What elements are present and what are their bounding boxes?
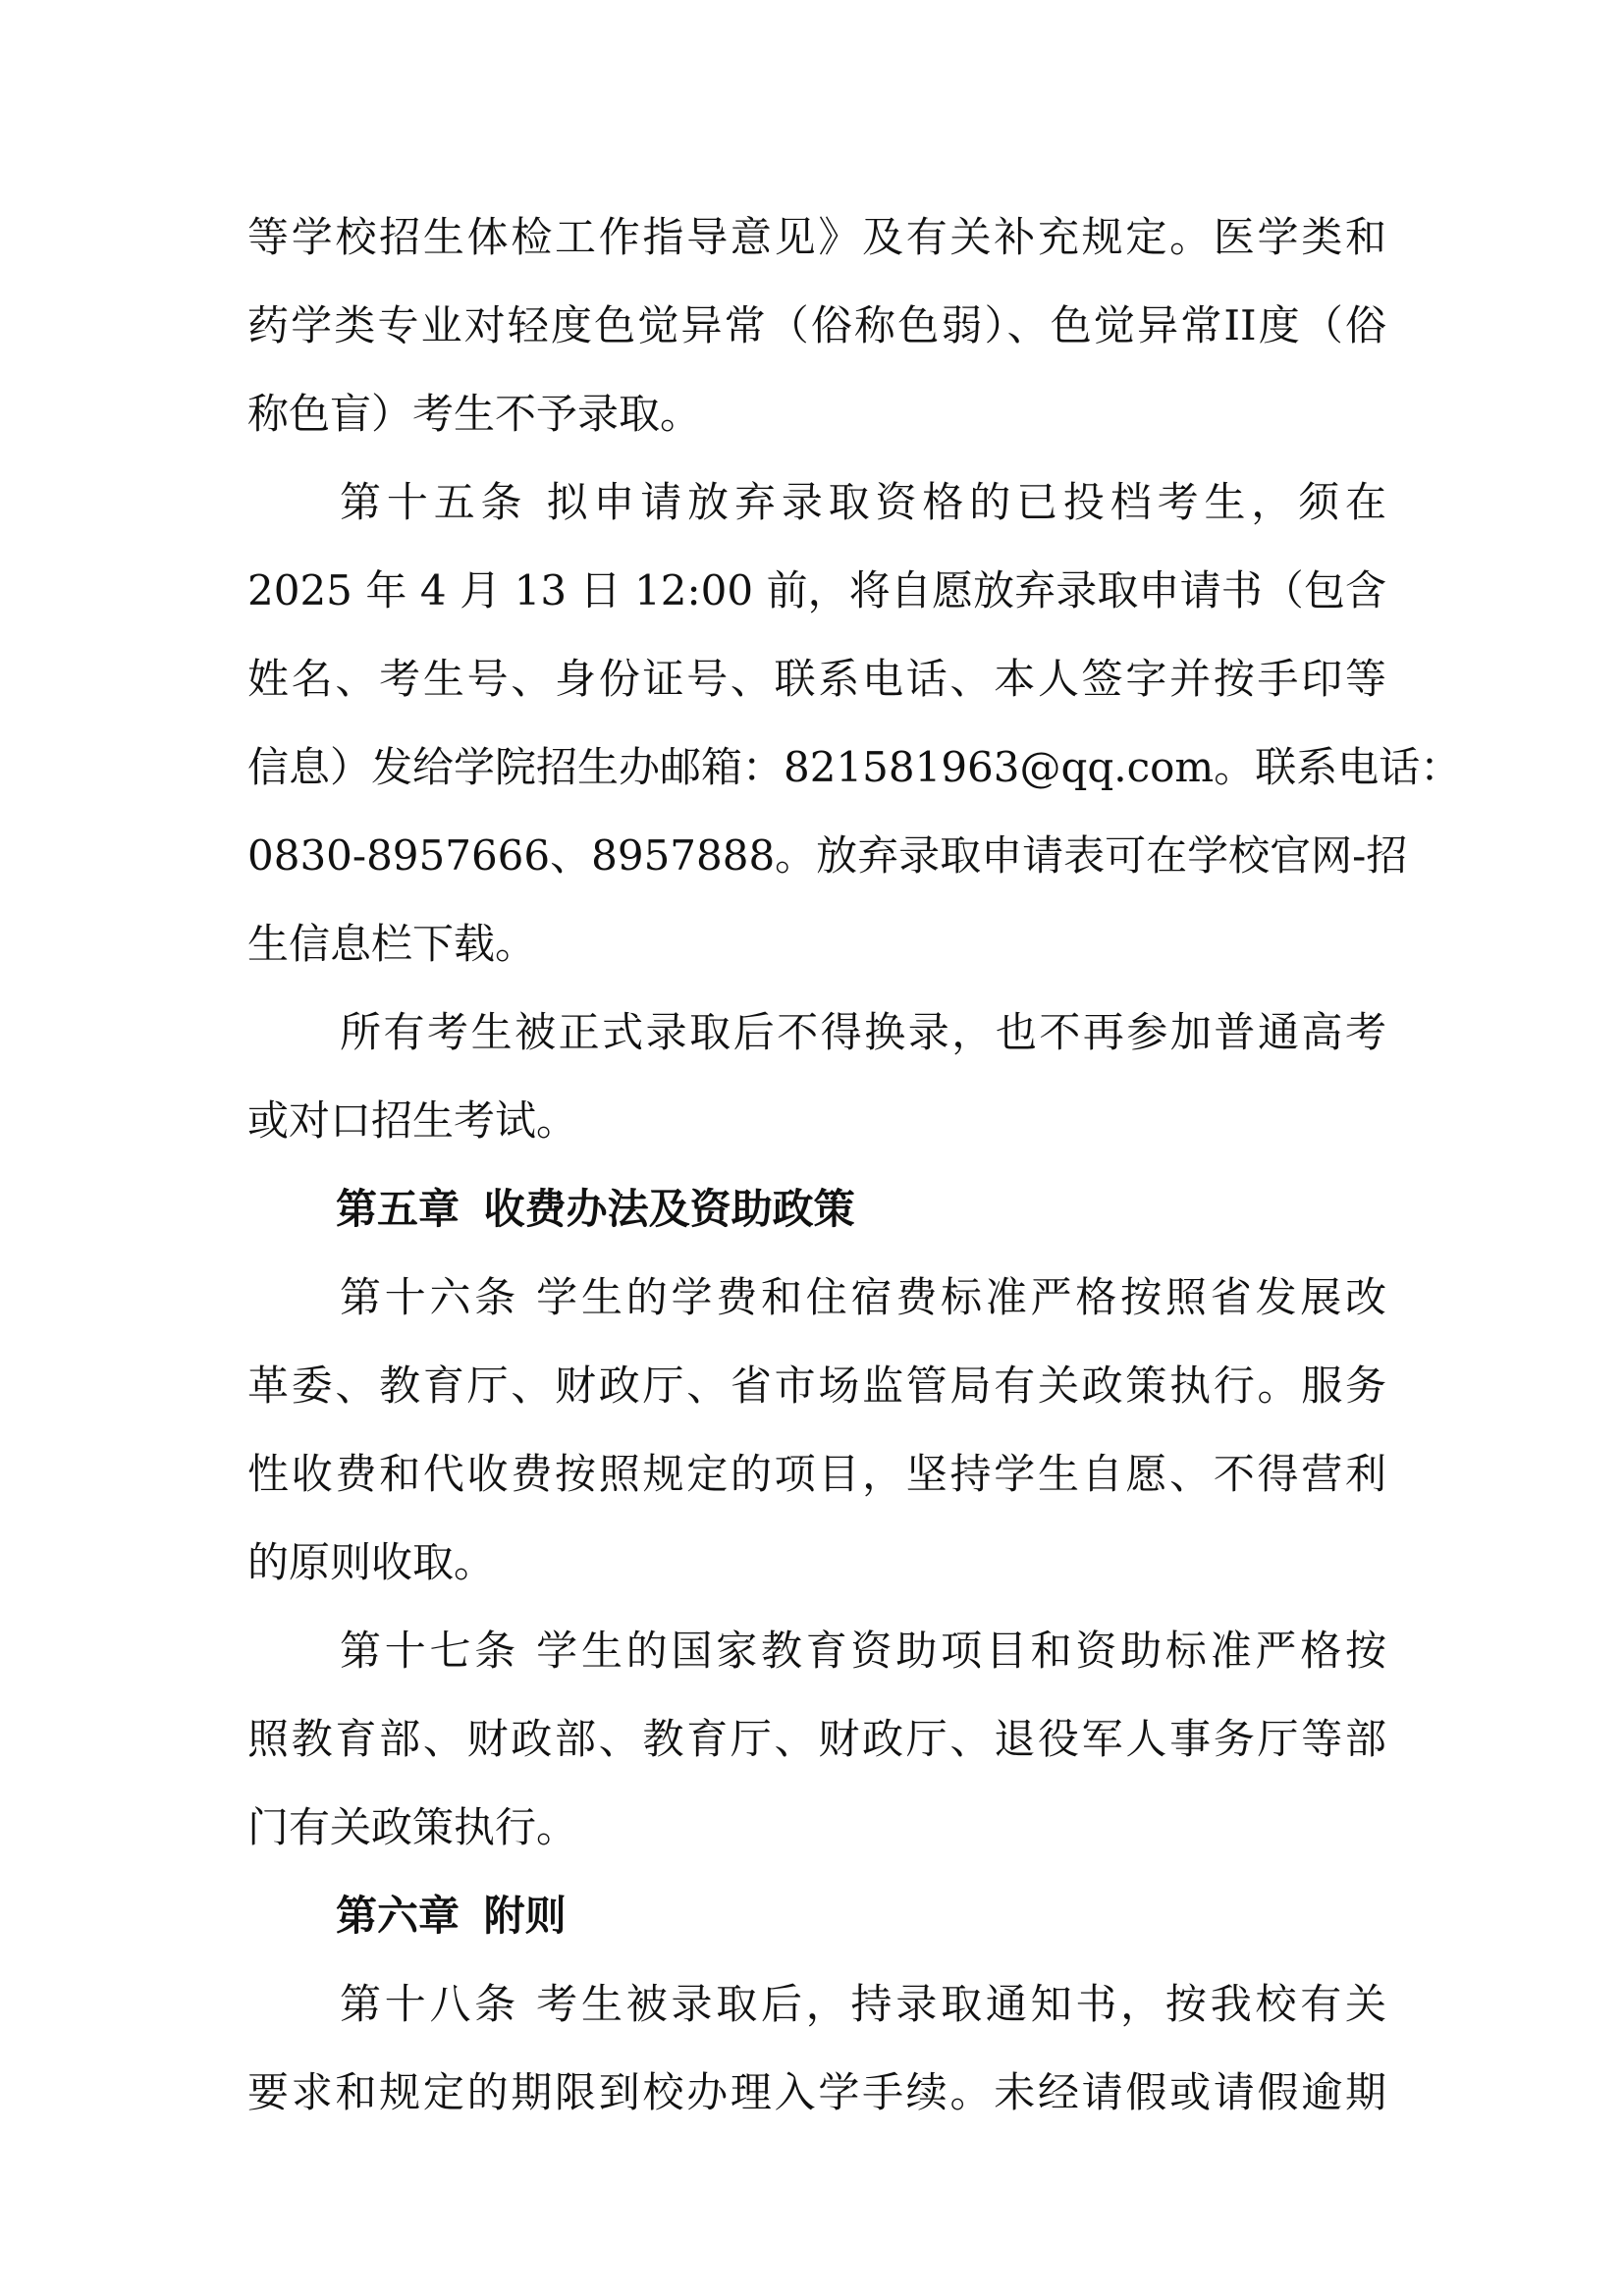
chapter-5-heading: 第五章 收费办法及资助政策 xyxy=(336,1185,855,1233)
email-line: 信息）发给学院招生办邮箱：821581963@qq.com。联系电话： xyxy=(247,743,1462,791)
body-text-line: 姓名、考生号、身份证号、联系电话、本人签字并按手印等 xyxy=(247,655,1386,703)
body-text-line: 性收费和代收费按照规定的项目，坚持学生自愿、不得营利 xyxy=(247,1450,1386,1498)
body-text-line: 药学类专业对轻度色觉异常（俗称色弱）、色觉异常II度（俗 xyxy=(247,301,1386,349)
body-text-line: 革委、教育厅、财政厅、省市场监管局有关政策执行。服务 xyxy=(247,1362,1386,1410)
article-16-line: 第十六条 学生的学费和住宿费标准严格按照省发展改 xyxy=(340,1273,1386,1321)
body-text-line: 等学校招生体检工作指导意见》及有关补充规定。医学类和 xyxy=(247,213,1386,261)
chapter-6-heading: 第六章 附则 xyxy=(336,1892,567,1940)
body-text-line: 生信息栏下载。 xyxy=(247,920,537,968)
body-text-line: 的原则收取。 xyxy=(247,1538,496,1586)
article-17-line: 第十七条 学生的国家教育资助项目和资助标准严格按 xyxy=(340,1627,1386,1675)
phone-line: 0830-8957666、8957888。放弃录取申请表可在学校官网-招 xyxy=(247,831,1408,880)
body-text-line: 照教育部、财政部、教育厅、财政厅、退役军人事务厅等部 xyxy=(247,1715,1386,1763)
article-15-line: 第十五条 拟申请放弃录取资格的已投档考生，须在 xyxy=(340,478,1386,526)
body-text-line: 门有关政策执行。 xyxy=(247,1803,578,1851)
body-text-line: 称色盲）考生不予录取。 xyxy=(247,390,702,438)
body-text-line: 要求和规定的期限到校办理入学手续。未经请假或请假逾期 xyxy=(247,2068,1386,2116)
body-text-line: 或对口招生考试。 xyxy=(247,1096,578,1145)
article-18-line: 第十八条 考生被录取后，持录取通知书，按我校有关 xyxy=(340,1980,1386,2028)
body-text-line: 2025 年 4 月 13 日 12:00 前，将自愿放弃录取申请书（包含 xyxy=(247,566,1386,614)
paragraph-line: 所有考生被正式录取后不得换录，也不再参加普通高考 xyxy=(340,1008,1386,1056)
